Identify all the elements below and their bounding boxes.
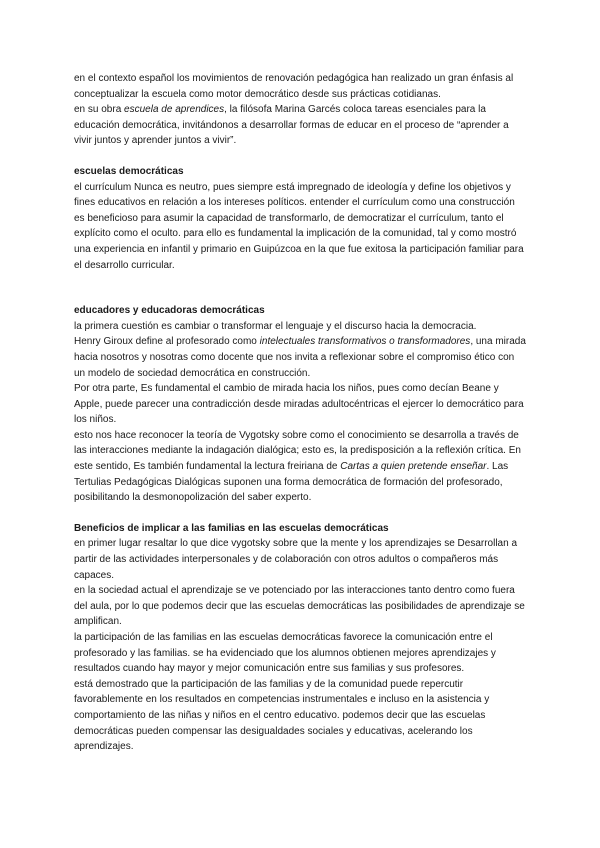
educadores-paragraph-4 [74, 428, 526, 506]
heading-educadores-democraticas: educadores y educadoras democráticas [74, 305, 265, 317]
heading-beneficios-familias: Beneficios de implicar a las familias en las escuelas democráticas [74, 522, 389, 534]
intro-paragraph-2-end: , la filósofa Marina Garcés coloca tareas esenciales para la educación democrática, invitándonos a desarrollar formas de educar en el proceso de “aprender a vivir juntos y aprender juntos a vivir”. [74, 104, 509, 147]
intro-paragraph-2 [74, 102, 526, 149]
educadores-paragraph-2 [74, 334, 526, 381]
beneficios-paragraph-4: está demostrado que la participación de las familias y de la comunidad puede repercutir favorablemente en los resultados en competencias instrumentales e incluso en la asistencia y comportamiento de las niñas y niños en el centro educativo. podemos decir que las escuelas democráticas pueden compensar las desigualdades sociales y educativas, acelerando los aprendizajes. [74, 678, 490, 753]
educadores-paragraph-1: la primera cuestión es cambiar o transformar el lenguaje y el discurso hacia la democracia. [74, 320, 477, 332]
vygotsky-end: . Las Tertulias Pedagógicas Dialógicas suponen una forma democrática de formación del profesorado, posibilitando la desmonopolización del saber experto. [74, 461, 509, 504]
giroux-end: , una mirada hacia nosotros y nosotras como docente que nos invita a reflexionar sobre el compromiso ético con un modelo de sociedad democrática en construcción. [74, 336, 526, 379]
giroux-italic-term: intelectuales transformativos o transformadores [259, 336, 471, 348]
intro-paragraph-2-start: en su obra [74, 104, 125, 116]
book-title-cartas: Cartas a quien pretende enseñar [340, 461, 487, 473]
beneficios-paragraph-3: la participación de las familias en las escuelas democráticas favorece la comunicación entre el profesorado y las familias. se ha evidenciado que los alumnos obtienen mejores aprendizajes y resultados cuando hay mayor y mejor comunicación entre sus familias y sus profesores. [74, 632, 496, 675]
educadores-paragraph-3: Por otra parte, Es fundamental el cambio de mirada hacia los niños, pues como decían Beane y Apple, puede parecer una contradicción desde miradas adultocéntricas el ejercer lo democrático para los niños. [74, 383, 524, 426]
heading-escuelas-democraticas: escuelas democráticas [74, 165, 184, 177]
giroux-start: Henry Giroux define al profesorado como [74, 336, 260, 348]
book-title-escuela-de-aprendices: escuela de aprendices [124, 104, 225, 116]
curriculum-paragraph: el currículum Nunca es neutro, pues siempre está impregnado de ideología y define los objetivos y fines educativos en relación a los intereses políticos. entender el currículum como una construcción es beneficioso para asumir la capacidad de transformarlo, de democratizar el currículum, tanto el explícito como el oculto. para ello es fundamental la implicación de la comunidad, tal y como mostró una experiencia en infantil y primario en Guipúzcoa en la que fue exitosa la participación familiar para el desarrollo curricular. [74, 181, 524, 271]
beneficios-paragraph-2: en la sociedad actual el aprendizaje se ve potenciado por las interacciones tanto dentro como fuera del aula, por lo que podemos decir que las escuelas democráticas las posibilidades de aprendizaje se amplifican. [74, 585, 525, 628]
beneficios-paragraph-1: en primer lugar resaltar lo que dice vygotsky sobre que la mente y los aprendizajes se Desarrollan a partir de las actividades interpersonales y de colaboración con otros adultos o compañeros más capaces. [74, 538, 518, 581]
intro-paragraph-1: en el contexto español los movimientos de renovación pedagógica han realizado un gran énfasis al conceptualizar la escuela como motor democrático desde sus prácticas cotidianas. [74, 73, 514, 100]
vygotsky-start: esto nos hace reconocer la teoría de Vygotsky sobre como el conocimiento se desarrolla a través de las interacciones mediante la indagación dialógica; esto es, la predisposición a la reflexión crítica. En este sentido, Es también fundamental la lectura freiriana de [74, 429, 521, 473]
document-page [74, 71, 526, 755]
